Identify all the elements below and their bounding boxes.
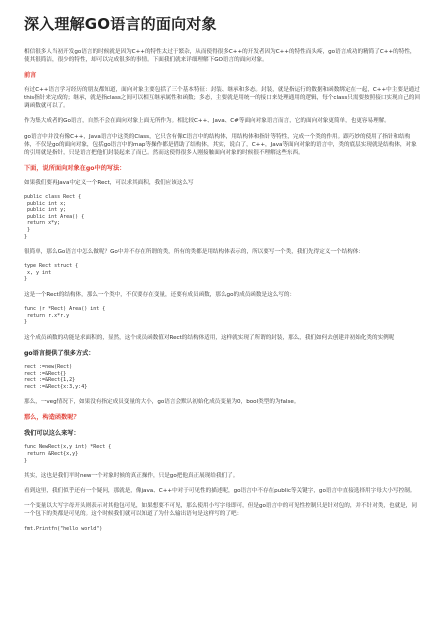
paragraph-oop-features: 有过C++语言学习经历的朋友都知道，面向对象主要包括了三个基本特征：封装、继承和多态。封装，就是指运行的数据和函数绑定在一起，C++中主要是通过this指针来完成的；继承，就是指class之间可以相互继承属性和函数；多态，主要就是用统一的接口来处理通用的逻辑，每个class只需要按照接口实现自己的回调函数就可以了。 [24, 87, 420, 110]
paragraph-go-simple: 作为集大成者的Go语言，自然不会在面向对象上面无所作为。相比较C++、Java、C#等面向对象语言而言，它的面向对象更简单，也更容易理解。 [24, 118, 390, 125]
section-how: 下面，说所面向对象在go中的写法： [24, 164, 126, 172]
article-title: 深入理解GO语言的面向对象 [24, 15, 217, 33]
paragraph-encapsulation: 这个成员函数的功能是求面积的，显然，这个成员函数值对Rect的结构体适用，这样就实现了所谓的封装，那么，我们如何去创建并初始化类的实例呢 [24, 334, 395, 341]
section-write: 我们可以这么来写： [24, 430, 80, 438]
paragraph-go-class: 很简单，那么Go语言中怎么做呢？Go中并不存在所谓的类，所有的类都是用结构体表示的，所以要写一个类，我们先得定义一个结构体： [24, 249, 364, 256]
code-go-printf: fmt.Printfn("hello world") [24, 525, 103, 532]
code-go-area: func (r *Rect) Area() int { return r.x*r.y } [24, 306, 106, 326]
paragraph-new-object: 其实，这也是我们平时new一个对象时候的真正操作，只是go把他真正展现给我们了。 [24, 473, 239, 480]
code-java-rect: public class Rect { public int x; public int y; public int Area() { return x*y; } } [24, 193, 85, 240]
code-go-init: rect :=new(Rect) rect :=&Rect{} rect :=&Rect{1,2} rect :=&Rect{x:3,y:4} [24, 363, 88, 390]
paragraph-member-func: 这是一个Rect的结构体，那么一个类中，不仅要存在变量，还要有成员函数，那么go的成员函数是这么写的： [24, 291, 296, 298]
code-go-newrect: func NewRect(x,y int) *Rect { return &Rect{x,y} } [24, 444, 112, 464]
section-preface: 前言 [24, 72, 37, 80]
section-init: go语言提供了很多方式： [24, 349, 95, 357]
paragraph-case-control: 一个变量以大写字母开头则表示对其他包可见，如果想要不可见，那么使用小写字母即可，但是go语言中的可见性控制只是针对包的，并不针对类，也就是，同一个包下的类都是可见的。这个时候我们就可以知道了为什么输出语句是这样写的了吧： [24, 503, 417, 518]
paragraph-java-rect: 如果我们要再Java中定义一个Rect，可以求其面积，我们应该这么写 [24, 179, 194, 186]
paragraph-go-struct: go语言中并没有像C++，Java语言中这类的Class，它只含有像C语言中的结构体，用结构体和指针等特性，完成一个类的作用。跟巧妙的使用了指针和结构体，不仅是go的面向对象，包括go语言中的map等操作都是借助了结构体，其实，说白了，C++，Java等面向对象的语言中，类的底层实现就是结构体，对象的引用就是指针，只是语言把他们封装起来了而已。然而这使得很多人刚接触面向对象的时候很不理解这些东西。 [24, 133, 417, 156]
paragraph-default-values: 那么，一veg情况下，如果没有指定成员变量的大小，go语言会默认初始化成员变量为0，bool类型的为false。 [24, 399, 300, 406]
paragraph-visibility: 看到这里，我们似乎还有一个疑问，那就是，像java、C++中对于可见性的描述呢，go语言中不存在public等关键字，go语言中直接选择用字母大小写控制。 [24, 488, 416, 495]
intro-paragraph: 相信很多人当初开发go语言的时候就是因为C++的特性太过于繁杂，从而使得很多C++的开发者因为C++的特性而头疼，go语言成功的精简了C++的特性，使其很简洁，很少的特性，却可以完成很多的事情。下面我们就来详细理解下GO语言的面向对象。 [24, 49, 416, 64]
code-go-struct: type Rect struct { x, y int } [24, 263, 79, 283]
section-constructor: 那么，构造函数呢？ [24, 414, 80, 422]
